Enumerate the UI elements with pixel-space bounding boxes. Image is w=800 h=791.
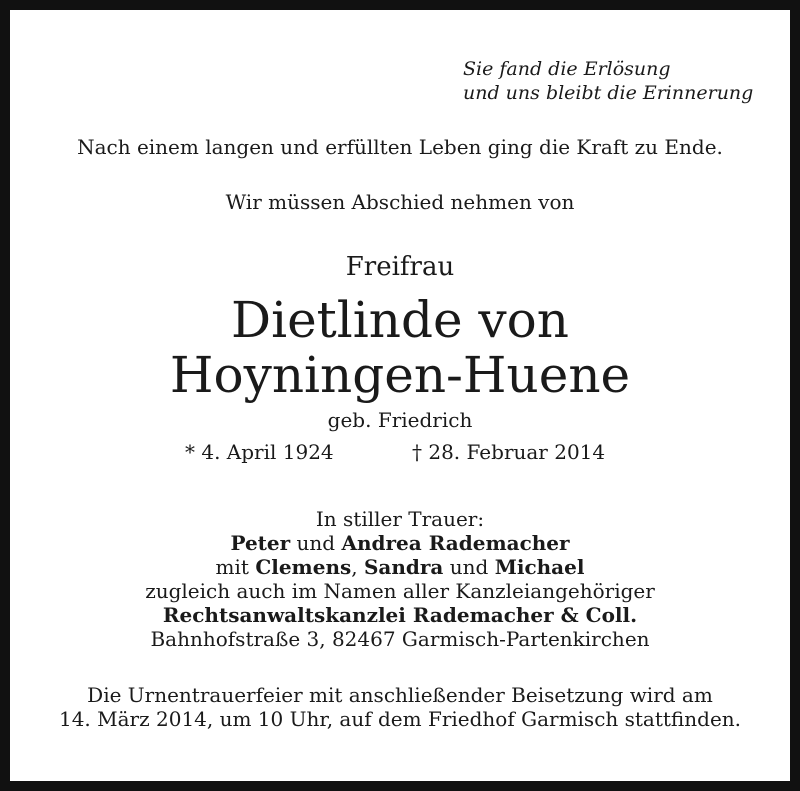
mourner-name: Sandra [363,555,444,579]
motto-line-1: Sie fand die Erlösung [463,58,671,80]
law-firm [10,603,790,627]
mourners-line-2 [10,555,790,579]
mourners-heading: In stiller Trauer: [315,507,485,531]
preposition: mit [215,555,249,579]
farewell-text: Wir müssen Abschied nehmen von [225,190,575,214]
conjunction: und [449,555,489,579]
mourners-line-3: zugleich auch im Namen aller Kanzleiangehöriger [145,579,655,603]
mourners-line-1 [10,531,790,555]
name-line-2: Hoyningen-Huene [169,346,631,404]
motto [463,57,753,105]
intro-text: Nach einem langen und erfüllten Leben ging die Kraft zu Ende. [77,135,723,159]
conjunction: und [296,531,336,555]
death-date: † 28. Februar 2014 [412,440,606,464]
name-line-1: Dietlinde von [231,291,569,349]
birth-date: * 4. April 1924 [185,440,334,464]
mourner-name: Peter [230,531,291,555]
comma: , [351,555,358,579]
law-firm-name: Rechtsanwaltskanzlei Rademacher & Coll. [162,603,638,627]
motto-line-2: und uns bleibt die Erinnerung [463,82,754,104]
address: Bahnhofstraße 3, 82467 Garmisch-Partenkirchen [150,627,650,651]
mourner-name: Clemens [255,555,352,579]
mourner-name: Andrea Rademacher [341,531,570,555]
mourner-name: Michael [494,555,585,579]
service-line-1: Die Urnentrauerfeier mit anschließender Beisetzung wird am [87,683,713,707]
noble-title: Freifrau [345,252,455,282]
birth-name: geb. Friedrich [327,408,473,432]
service-line-2: 14. März 2014, um 10 Uhr, auf dem Friedhof Garmisch stattfinden. [58,707,742,731]
